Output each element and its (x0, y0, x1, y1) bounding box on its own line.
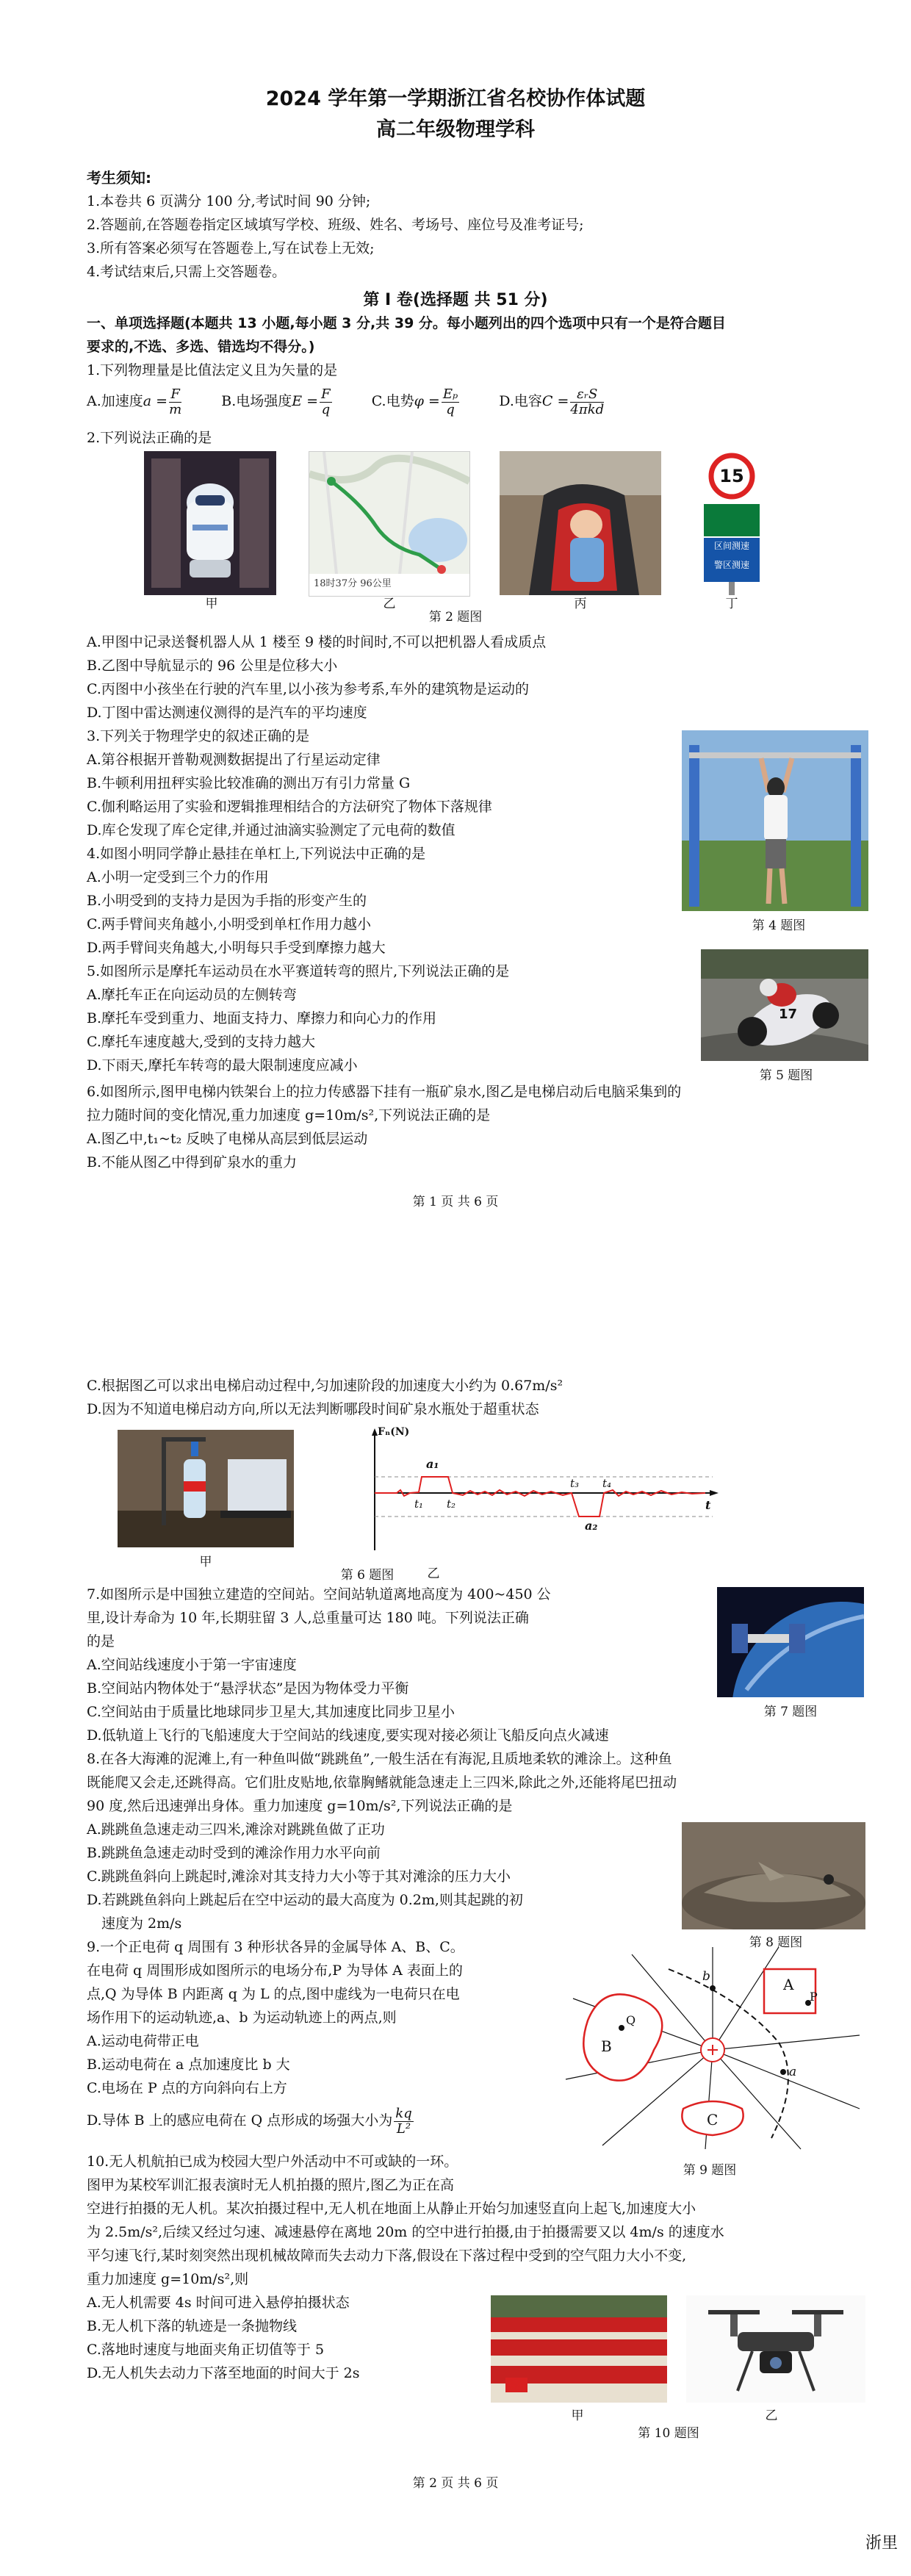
q7-option-b: B.空间站内物体处于“悬浮状态”是因为物体受力平衡 (87, 1680, 409, 1697)
q6-option-b: B.不能从图乙中得到矿泉水的重力 (87, 1154, 298, 1170)
q2-figure-map (309, 451, 470, 597)
q8-stem-1: 8.在各大海滩的泥滩上,有一种鱼叫做“跳跳鱼”,一般生活在有海泥,且质地柔软的滩涂上。这种鱼 (87, 1751, 672, 1767)
page-1-footer: 第 1 页 共 6 页 (412, 1195, 499, 1209)
q6-option-c: C.根据图乙可以求出电梯启动过程中,匀加速阶段的加速度大小约为 0.67m/s² (87, 1378, 563, 1394)
q9-option-c: C.电场在 P 点的方向斜向右上方 (87, 2080, 287, 2096)
q6-figure-elevator-setup (118, 1430, 294, 1547)
q1-stem: 1.下列物理量是比值法定义且为矢量的是 (87, 362, 338, 378)
notice-item-3: 3.所有答案必须写在答题卷上,写在试卷上无效; (87, 240, 375, 256)
q10-stem-2: 图甲为某校军训汇报表演时无人机拍摄的照片,图乙为正在高 (87, 2177, 455, 2193)
q6-graph-xlabel: t (705, 1498, 711, 1512)
q2-sign-text-2: 警区测速 (713, 560, 749, 570)
q2-option-d: D.丁图中雷达测速仪测得的是汽车的平均速度 (87, 705, 367, 721)
q5-caption: 第 5 题图 (759, 1068, 813, 1083)
q9-label-conductor-b: B (601, 2037, 612, 2055)
q9-caption: 第 9 题图 (683, 2163, 737, 2178)
q2-label-yi: 乙 (383, 597, 396, 611)
q9-stem-2: 在电荷 q 周围形成如图所示的电场分布,P 为导体 A 表面上的 (87, 1962, 463, 1979)
q10-label-jia: 甲 (571, 2408, 584, 2423)
q6-graph-t3: t₃ (570, 1477, 580, 1490)
q6-label-jia: 甲 (199, 1555, 212, 1569)
page-2 (0, 1278, 911, 2576)
corner-watermark: 浙里 (865, 2534, 898, 2552)
q6-graph-force-curve (375, 1477, 705, 1517)
q9-stem-1: 9.一个正电荷 q 周围有 3 种形状各异的金属导体 A、B、C。 (87, 1939, 464, 1955)
q2-label-ding: 丁 (725, 597, 738, 611)
section-title: 第 I 卷(选择题 共 51 分) (363, 291, 548, 309)
q3-option-a: A.第谷根据开普勒观测数据提出了行星运动定律 (87, 752, 381, 768)
q8-caption: 第 8 题图 (749, 1935, 803, 1950)
q4-figure-pullup (682, 730, 868, 911)
q7-stem-2: 里,设计寿命为 10 年,长期驻留 3 人,总重量可达 180 吨。下列说法正确 (87, 1610, 529, 1626)
q6-label-yi: 乙 (427, 1566, 440, 1581)
q9-label-b-point: b (702, 1969, 710, 1984)
q3-option-c: C.伽利略运用了实验和逻辑推理相结合的方法研究了物体下落规律 (87, 799, 492, 815)
q8-option-d: D.若跳跳鱼斜向上跳起后在空中运动的最大高度为 0.2m,则其起跳的初 (87, 1892, 523, 1908)
q3-option-d: D.库仑发现了库仑定律,并通过油滴实验测定了元电荷的数值 (87, 822, 455, 838)
q5-option-b: B.摩托车受到重力、地面支持力、摩擦力和向心力的作用 (87, 1010, 437, 1026)
q10-figure-drone (686, 2295, 865, 2403)
q10-option-b: B.无人机下落的轨迹是一条抛物线 (87, 2318, 298, 2334)
q3-option-b: B.牛顿利用扭秤实验比较准确的测出万有引力常量 G (87, 775, 411, 791)
q5-option-d: D.下雨天,摩托车转弯的最大限制速度应减小 (87, 1057, 358, 1073)
q7-figure-space-station (717, 1587, 864, 1697)
q6-graph-a2: a₂ (585, 1519, 598, 1533)
q2-option-a: A.甲图中记录送餐机器人从 1 楼至 9 楼的时间时,不可以把机器人看成质点 (87, 634, 547, 650)
q4-option-c: C.两手臂间夹角越小,小明受到单杠作用力越小 (87, 916, 371, 932)
q6-graph-t2: t₂ (447, 1497, 456, 1511)
q5-option-a: A.摩托车正在向运动员的左侧转弯 (87, 987, 297, 1003)
q10-option-d: D.无人机失去动力下落至地面的时间大于 2s (87, 2365, 360, 2381)
q6-caption: 第 6 题图 (340, 1568, 395, 1583)
q1-options (87, 382, 605, 420)
q6-graph-a1: a₁ (426, 1457, 439, 1471)
q9-stem-3: 点,Q 为导体 B 内距离 q 为 L 的点,图中虚线为一电荷只在电 (87, 1986, 460, 2002)
q2-figure-speed-sign (698, 451, 766, 595)
q1-option-d: D.电容C = $\frac{\text{εᵣS}}{\text{4πkd}}$ (499, 386, 605, 417)
q9-option-d: D.导体 B 上的感应电荷在 Q 点形成的场强大小为 $\frac{kq}{\text{L²}}$ (87, 2105, 412, 2137)
q7-option-c: C.空间站由于质量比地球同步卫星大,其加速度比同步卫星小 (87, 1704, 455, 1720)
q2-label-jia: 甲 (205, 597, 218, 611)
q9-conductor-b (583, 1994, 662, 2080)
q10-label-yi: 乙 (765, 2408, 778, 2423)
q6-graph-ylabel: Fₙ(N) (378, 1426, 410, 1438)
q8-stem-2: 既能爬又会走,还跳得高。它们肚皮贴地,依靠胸鳍就能急速走上三四米,除此之外,还能将尾巴扭动 (87, 1774, 677, 1791)
q7-stem-1: 7.如图所示是中国独立建造的空间站。空间站轨道离地高度为 400~450 公 (87, 1586, 551, 1602)
exam-title: 2024 学年第一学期浙江省名校协作体试题 (265, 87, 646, 110)
q2-map-info: 18时37分 96公里 (314, 578, 392, 589)
q8-option-c: C.跳跳鱼斜向上跳起时,滩涂对其支持力大小等于其对滩涂的压力大小 (87, 1868, 511, 1885)
notice-item-2: 2.答题前,在答题卷指定区域填写学校、班级、姓名、考场号、座位号及准考证号; (87, 217, 584, 233)
q9-label-conductor-c: C (707, 2111, 719, 2129)
q10-option-c: C.落地时速度与地面夹角正切值等于 5 (87, 2342, 325, 2358)
q6-stem-1: 6.如图所示,图甲电梯内铁架台上的拉力传感器下挂有一瓶矿泉水,图乙是电梯启动后电脑采集到的 (87, 1084, 682, 1100)
q9-option-a: A.运动电荷带正电 (87, 2033, 199, 2049)
q9-option-b: B.运动电荷在 a 点加速度比 b 大 (87, 2057, 290, 2073)
q6-graph-t4: t₄ (602, 1477, 612, 1490)
q2-label-bing: 丙 (574, 597, 587, 611)
q9-label-p: P (810, 1990, 818, 2004)
q10-stem-3: 空进行拍摄的无人机。某次拍摄过程中,无人机在地面上从静止开始匀加速竖直向上起飞,加速度大小 (87, 2201, 696, 2217)
q4-caption: 第 4 题图 (752, 918, 806, 933)
q4-option-d: D.两手臂间夹角越大,小明每只手受到摩擦力越大 (87, 940, 386, 956)
q10-stem-6: 重力加速度 g=10m/s²,则 (87, 2271, 249, 2287)
q9-label-a-point: a (789, 2065, 797, 2079)
page-1 (0, 0, 911, 1249)
q4-option-b: B.小明受到的支持力是因为手指的形变产生的 (87, 893, 367, 909)
q2-figure-car-seat (500, 451, 661, 595)
notice-item-4: 4.考试结束后,只需上交答题卷。 (87, 264, 287, 280)
q6-graph-t1: t₁ (414, 1497, 424, 1511)
q5-option-c: C.摩托车速度越大,受到的支持力越大 (87, 1034, 315, 1050)
q10-caption: 第 10 题图 (638, 2426, 699, 2441)
q10-figure-formation-photo (491, 2295, 667, 2403)
q6-stem-2: 拉力随时间的变化情况,重力加速度 g=10m/s²,下列说法正确的是 (87, 1107, 491, 1123)
q1-option-b: B.电场强度E = $\frac{F}{q}$ (221, 386, 331, 417)
q5-bike-number: 17 (779, 1007, 798, 1022)
exam-subtitle: 高二年级物理学科 (376, 118, 535, 141)
q10-stem-1: 10.无人机航拍已成为校园大型户外活动中不可或缺的一环。 (87, 2154, 458, 2170)
q8-stem-3: 90 度,然后迅速弹出身体。重力加速度 g=10m/s²,下列说法正确的是 (87, 1798, 513, 1814)
q8-option-a: A.跳跳鱼急速走动三四米,滩涂对跳跳鱼做了正功 (87, 1821, 385, 1838)
q4-stem: 4.如图小明同学静止悬挂在单杠上,下列说法中正确的是 (87, 846, 426, 862)
notice-heading: 考生须知: (87, 169, 151, 187)
q4-option-a: A.小明一定受到三个力的作用 (87, 869, 269, 885)
q8-option-b: B.跳跳鱼急速走动时受到的滩涂作用力水平向前 (87, 1845, 381, 1861)
q3-stem: 3.下列关于物理学史的叙述正确的是 (87, 728, 310, 744)
q8-figure-mudskipper (682, 1822, 865, 1929)
q7-option-a: A.空间站线速度小于第一宇宙速度 (87, 1657, 297, 1673)
section-instruction-2: 要求的,不选、多选、错选均不得分。) (87, 339, 315, 355)
notice-item-1: 1.本卷共 6 页满分 100 分,考试时间 90 分钟; (87, 193, 371, 209)
q5-figure-motorbike (701, 949, 868, 1061)
q5-stem: 5.如图所示是摩托车运动员在水平赛道转弯的照片,下列说法正确的是 (87, 963, 510, 979)
q10-stem-4: 为 2.5m/s²,后续又经过匀速、减速悬停在离地 20m 的空中进行拍摄,由于拍摄需要又以 4m/s 的速度水 (87, 2224, 724, 2240)
q2-option-b: B.乙图中导航显示的 96 公里是位移大小 (87, 658, 338, 674)
q1-option-c: C.电势φ = $\frac{\text{Eₚ}}{q}$ (371, 386, 458, 417)
page-2-footer: 第 2 页 共 6 页 (412, 2476, 499, 2491)
q10-stem-5: 平匀速飞行,某时刻突然出现机械故障而失去动力下落,假设在下落过程中受到的空气阻力大小不变, (87, 2248, 687, 2264)
q7-option-d: D.低轨道上飞行的飞船速度大于空间站的线速度,要实现对接必须让飞船反向点火减速 (87, 1727, 609, 1744)
q9-label-q: Q (626, 2013, 636, 2027)
q7-caption: 第 7 题图 (763, 1705, 818, 1719)
q2-speed-limit: 15 (719, 466, 744, 486)
q8-option-d-cont: 速度为 2m/s (101, 1915, 182, 1932)
q6-figure-force-graph (345, 1425, 727, 1558)
q7-stem-3: 的是 (87, 1633, 115, 1649)
section-instruction-1: 一、单项选择题(本题共 13 小题,每小题 3 分,共 39 分。每小题列出的四个选项中只有一个是符合题目 (87, 315, 726, 331)
q9-label-conductor-a: A (783, 1976, 794, 1993)
q2-option-c: C.丙图中小孩坐在行驶的汽车里,以小孩为参考系,车外的建筑物是运动的 (87, 681, 529, 697)
q1-option-a: A.加速度a = $\frac{F}{m}$ (87, 386, 182, 417)
q6-option-a: A.图乙中,t₁~t₂ 反映了电梯从高层到低层运动 (87, 1131, 368, 1147)
q2-caption: 第 2 题图 (428, 610, 483, 625)
q9-figure-field (558, 1940, 867, 2153)
q2-figure-robot (144, 451, 276, 595)
q10-option-a: A.无人机需要 4s 时间可进入悬停拍摄状态 (87, 2295, 350, 2311)
q9-stem-4: 场作用下的运动轨迹,a、b 为运动轨迹上的两点,则 (87, 2010, 397, 2026)
q6-option-d: D.因为不知道电梯启动方向,所以无法判断哪段时间矿泉水瓶处于超重状态 (87, 1401, 539, 1417)
q2-stem: 2.下列说法正确的是 (87, 430, 212, 446)
q2-sign-text-1: 区间测速 (713, 541, 749, 551)
